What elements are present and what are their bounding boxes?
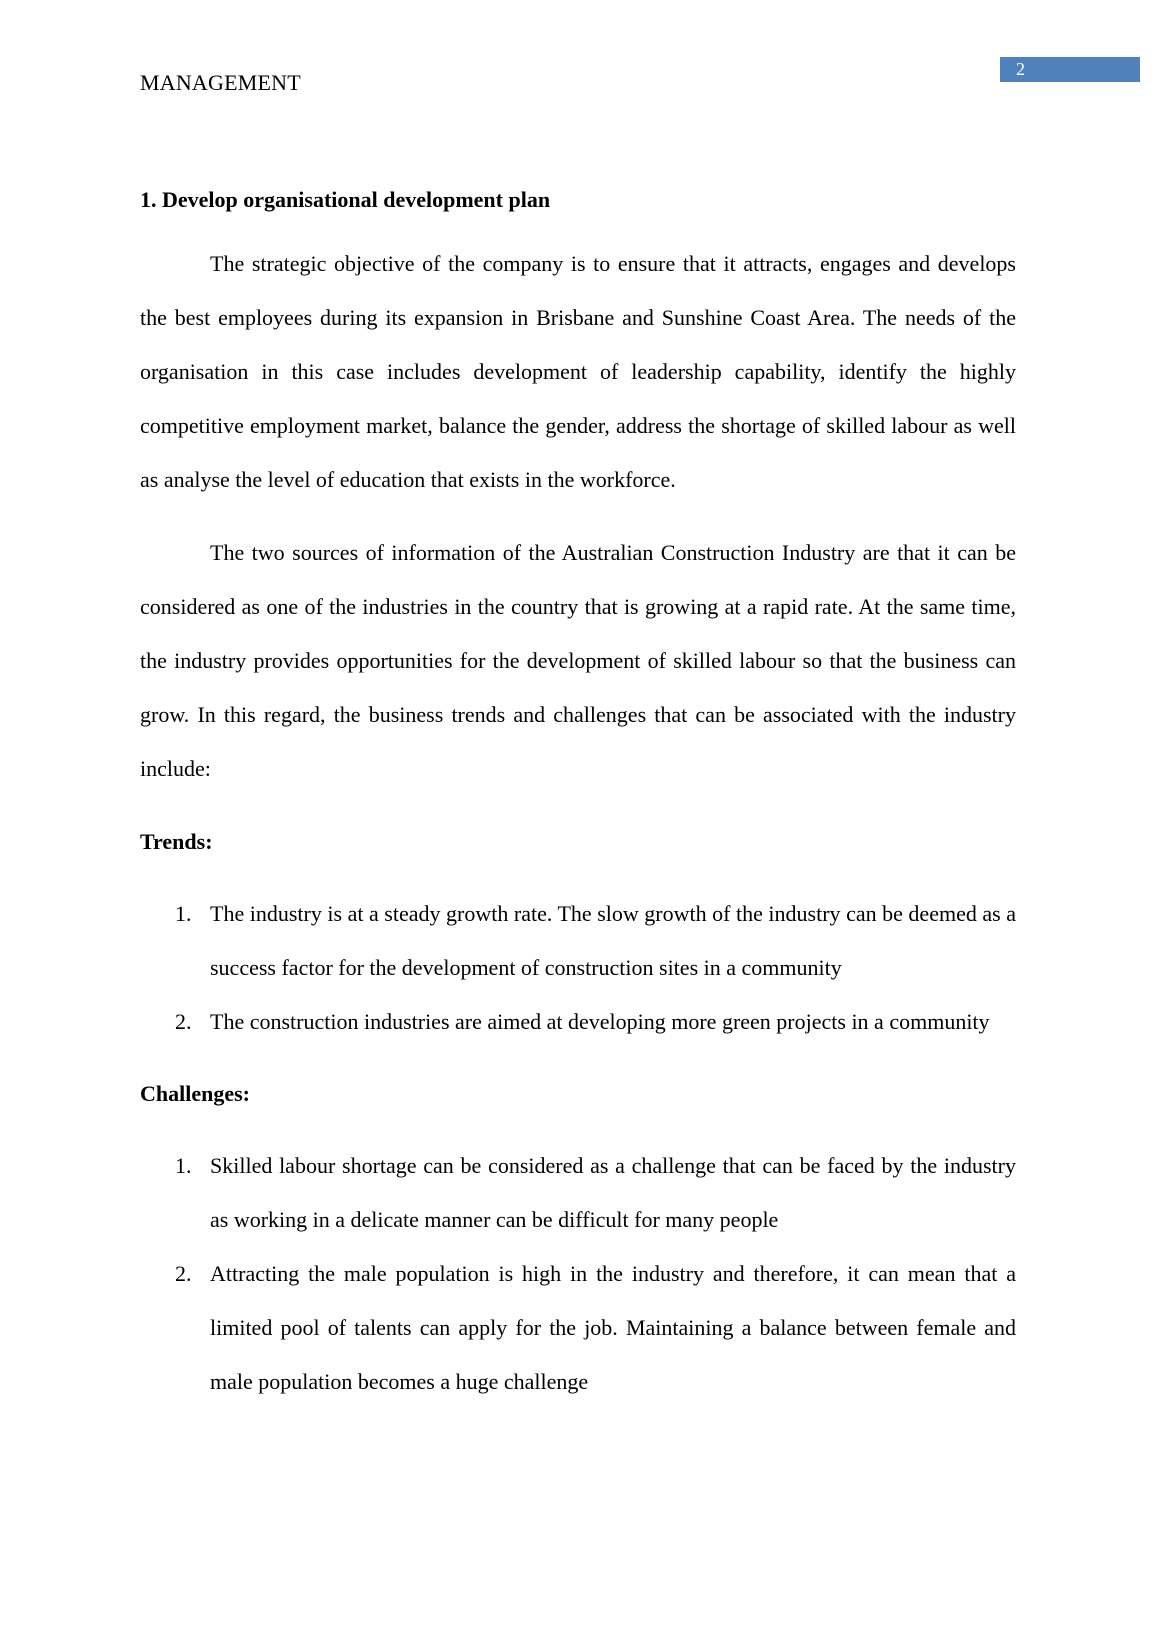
list-item-text: Attracting the male population is high in the industry and therefore, it can mean that a limited pool of talents can apply for the job. Maintaining a balance between female and male population becomes a huge challenge	[210, 1261, 1016, 1394]
section-heading: 1. Develop organisational development plan	[140, 187, 551, 212]
list-number: 1.	[175, 1153, 192, 1178]
page-number: 2	[1016, 59, 1025, 79]
list-item	[140, 995, 1016, 1049]
header-title: MANAGEMENT	[140, 70, 301, 95]
list-number: 1.	[175, 901, 192, 926]
trends-list	[140, 887, 1016, 1049]
list-item-text: The construction industries are aimed at developing more green projects in a community	[210, 1009, 990, 1034]
document-body	[140, 183, 1016, 1427]
list-item-text: The industry is at a steady growth rate. The slow growth of the industry can be deemed as a success factor for the development of construction sites in a community	[210, 901, 1016, 980]
list-number: 2.	[175, 1261, 192, 1286]
paragraph-strategic-objective: The strategic objective of the company is to ensure that it attracts, engages and develops the best employees during its expansion in Brisbane and Sunshine Coast Area. The needs of the organisation in this case includes development of leadership capability, identify the highly competitive employment market, balance the gender, address the shortage of skilled labour as well as analyse the level of education that exists in the workforce.	[140, 251, 1016, 492]
paragraph-information-sources: The two sources of information of the Australian Construction Industry are that it can be considered as one of the industries in the country that is growing at a rapid rate. At the same time, the industry provides opportunities for the development of skilled labour so that the business can grow. In this regard, the business trends and challenges that can be associated with the industry include:	[140, 540, 1016, 781]
list-item	[140, 1247, 1016, 1409]
list-item-text: Skilled labour shortage can be considered as a challenge that can be faced by the industry as working in a delicate manner can be difficult for many people	[210, 1153, 1016, 1232]
list-number: 2.	[175, 1009, 192, 1034]
list-item	[140, 887, 1016, 995]
trends-heading: Trends:	[140, 829, 213, 854]
challenges-heading: Challenges:	[140, 1081, 250, 1106]
list-item	[140, 1139, 1016, 1247]
challenges-list	[140, 1139, 1016, 1409]
page-number-badge	[1000, 57, 1140, 82]
